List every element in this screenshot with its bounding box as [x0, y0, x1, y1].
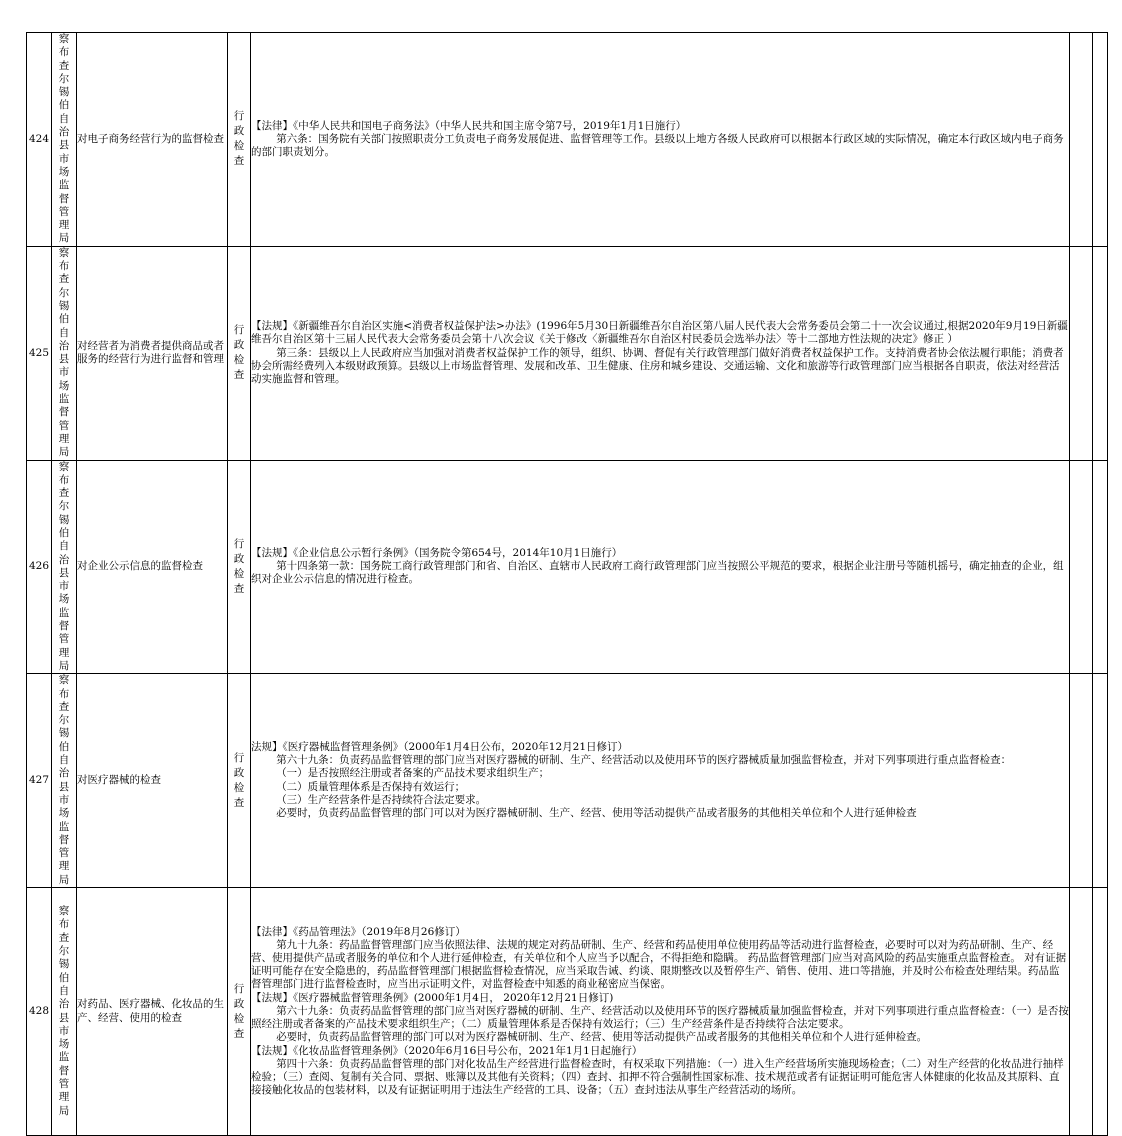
- legal-basis: [251, 246, 1070, 460]
- law-citation: 【法规】《化妆品监督管理条例》（2020年6月16日号公布，2021年1月1日起施行）: [251, 1044, 643, 1057]
- department: 察布查尔锡伯自治县市场监督管理局: [58, 460, 70, 672]
- law-article: 第四十六条：负责药品监督管理的部门对化妆品生产经营进行监督检查时，有权采取下列措施：（一）进入生产经营场所实施现场检查；（二）对生产经营的化妆品进行抽样检验；（三）查阅、复制有关合同、票据、账簿以及其他有关资料；（四）查封、扣押不符合强制性国家标准、技术规范或者有证据证明可能危害人体健康的化妆品及其原料、直接接触化妆品的包装材料，以及有证据证明用于违法生产经营的工具、设备；（五）查封违法从事生产经营活动的场所。: [251, 1057, 1064, 1097]
- department: 察布查尔锡伯自治县市场监督管理局: [58, 33, 70, 245]
- empty-cell: [1093, 246, 1108, 460]
- empty-cell: [1070, 246, 1093, 460]
- power-type: 行政检查: [233, 324, 245, 382]
- empty-cell: [1093, 33, 1108, 247]
- law-citation: 【法规】《新疆维吾尔自治区实施<消费者权益保护法>办法》(1996年5月30日新疆维吾尔自治区第八届人民代表大会常务委员会第二十一次会议通过,根据2020年9月19日新疆维吾尔自治区第十三届人民代表大会常务委员会第十八次会议《关于修改〈新疆维吾尔自治区村民委员会选举办法〉等十二部地方性法规的决定》修正 ）: [251, 320, 1068, 346]
- row-number: 428: [27, 888, 52, 1136]
- empty-cell: [1093, 460, 1108, 674]
- table-row: [27, 246, 1108, 460]
- department: 察布查尔锡伯自治县市场监督管理局: [58, 905, 70, 1117]
- empty-cell: [1070, 33, 1093, 247]
- table-row: [27, 888, 1108, 1136]
- legal-basis: [251, 674, 1070, 888]
- law-citation: 【法规】《企业信息公示暂行条例》（国务院令第654号，2014年10月1日施行）: [251, 547, 623, 560]
- law-article: 第十四条第一款：国务院工商行政管理部门和省、自治区、直辖市人民政府工商行政管理部门应当按照公平规范的要求，根据企业注册号等随机摇号，确定抽查的企业，组织对企业公示信息的情况进行检查。: [251, 560, 1064, 586]
- empty-cell: [1070, 674, 1093, 888]
- table-row: [27, 460, 1108, 674]
- department: 察布查尔锡伯自治县市场监督管理局: [58, 246, 70, 459]
- power-type: 行政检查: [233, 537, 245, 595]
- inspection-item: 对药品、医疗器械、化妆品的生产、经营、使用的检查: [77, 888, 228, 1136]
- law-clause: （一）是否按照经注册或者备案的产品技术要求组织生产；: [276, 767, 550, 780]
- table-row: [27, 33, 1108, 247]
- inspection-item: 对企业公示信息的监督检查: [77, 460, 228, 674]
- inspection-item: 对医疗器械的检查: [77, 674, 228, 888]
- power-type: 行政检查: [233, 982, 245, 1040]
- law-citation: 【法律】《中华人民共和国电子商务法》（中华人民共和国主席令第7号，2019年1月1日施行）: [251, 119, 687, 132]
- law-clause: （三）生产经营条件是否持续符合法定要求。: [276, 793, 487, 806]
- empty-cell: [1093, 888, 1108, 1136]
- empty-cell: [1070, 888, 1093, 1136]
- row-number: 427: [27, 674, 52, 888]
- power-type: 行政检查: [233, 110, 245, 168]
- law-article: 第三条：县级以上人民政府应当加强对消费者权益保护工作的领导，组织、协调、督促有关行政管理部门做好消费者权益保护工作。支持消费者协会依法履行职能；消费者协会所需经费列入本级财政预算。县级以上市场监督管理、发展和改革、卫生健康、住房和城乡建设、交通运输、文化和旅游等行政管理部门应当根据各自职责，依法对经营活动实施监督和管理。: [251, 346, 1064, 385]
- table-row: [27, 674, 1108, 888]
- inspection-item: 对经营者为消费者提供商品或者服务的经营行为进行监督和管理: [77, 246, 228, 460]
- row-number: 424: [27, 33, 52, 247]
- law-clause: （二）质量管理体系是否保持有效运行；: [276, 780, 466, 793]
- law-citation: 【法规】《医疗器械监督管理条例》(2000年1月4日， 2020年12月21日修订): [251, 991, 614, 1004]
- legal-basis: [251, 888, 1070, 1136]
- law-article: 必要时，负责药品监督管理的部门可以对为医疗器械研制、生产、经营、使用等活动提供产品或者服务的其他相关单位和个人进行延伸检查。: [276, 1031, 928, 1044]
- row-number: 425: [27, 246, 52, 460]
- regulation-table: [26, 32, 1108, 1136]
- law-article: 必要时，负责药品监督管理的部门可以对为医疗器械研制、生产、经营、使用等活动提供产品或者服务的其他相关单位和个人进行延伸检查: [276, 807, 917, 820]
- department: 察布查尔锡伯自治县市场监督管理局: [58, 674, 70, 886]
- law-article: 第九十九条：药品监督管理部门应当依照法律、法规的规定对药品研制、生产、经营和药品使用单位使用药品等活动进行监督检查，必要时可以对为药品研制、生产、经营、使用提供产品或者服务的单位和个人进行延伸检查，有关单位和个人应当予以配合，不得拒绝和隐瞒。 药品监督管理部门应当对高风险的药品实施重点监督检查。 对有证据证明可能存在安全隐患的，药品监督管理部门根据监督检查情况，应当采取告诫、约谈、限期整改以及暂停生产、销售、使用、进口等措施，并及时公布检查处理结果。药品监督管理部门进行监督检查时，应当出示证明文件，对监督检查中知悉的商业秘密应当保密。: [251, 938, 1067, 991]
- row-number: 426: [27, 460, 52, 674]
- empty-cell: [1093, 674, 1108, 888]
- law-article: 第六十九条：负责药品监督管理的部门应当对医疗器械的研制、生产、经营活动以及使用环节的医疗器械质量加强监督检查，并对下列事项进行重点监督检查：: [276, 754, 1012, 767]
- legal-basis: [251, 460, 1070, 674]
- inspection-item: 对电子商务经营行为的监督检查: [77, 33, 228, 247]
- law-citation: 【法律】《药品管理法》（2019年8月26修订）: [251, 925, 466, 938]
- law-article: 第六十九条：负责药品监督管理的部门应当对医疗器械的研制、生产、经营活动以及使用环节的医疗器械质量加强监督检查，并对下列事项进行重点监督检查：（一）是否按照经注册或者备案的产品技术要求组织生产；（二）质量管理体系是否保持有效运行；（三）生产经营条件是否持续符合法定要求。: [251, 1004, 1069, 1031]
- power-type: 行政检查: [233, 751, 245, 809]
- empty-cell: [1070, 460, 1093, 674]
- law-article: 第六条：国务院有关部门按照职责分工负责电子商务发展促进、监督管理等工作。县级以上地方各级人民政府可以根据本行政区域的实际情况，确定本行政区域内电子商务的部门职责划分。: [251, 132, 1064, 158]
- law-citation: 法规】《医疗器械监督管理条例》（2000年1月4日公布，2020年12月21日修订）: [251, 741, 629, 754]
- legal-basis: [251, 33, 1070, 247]
